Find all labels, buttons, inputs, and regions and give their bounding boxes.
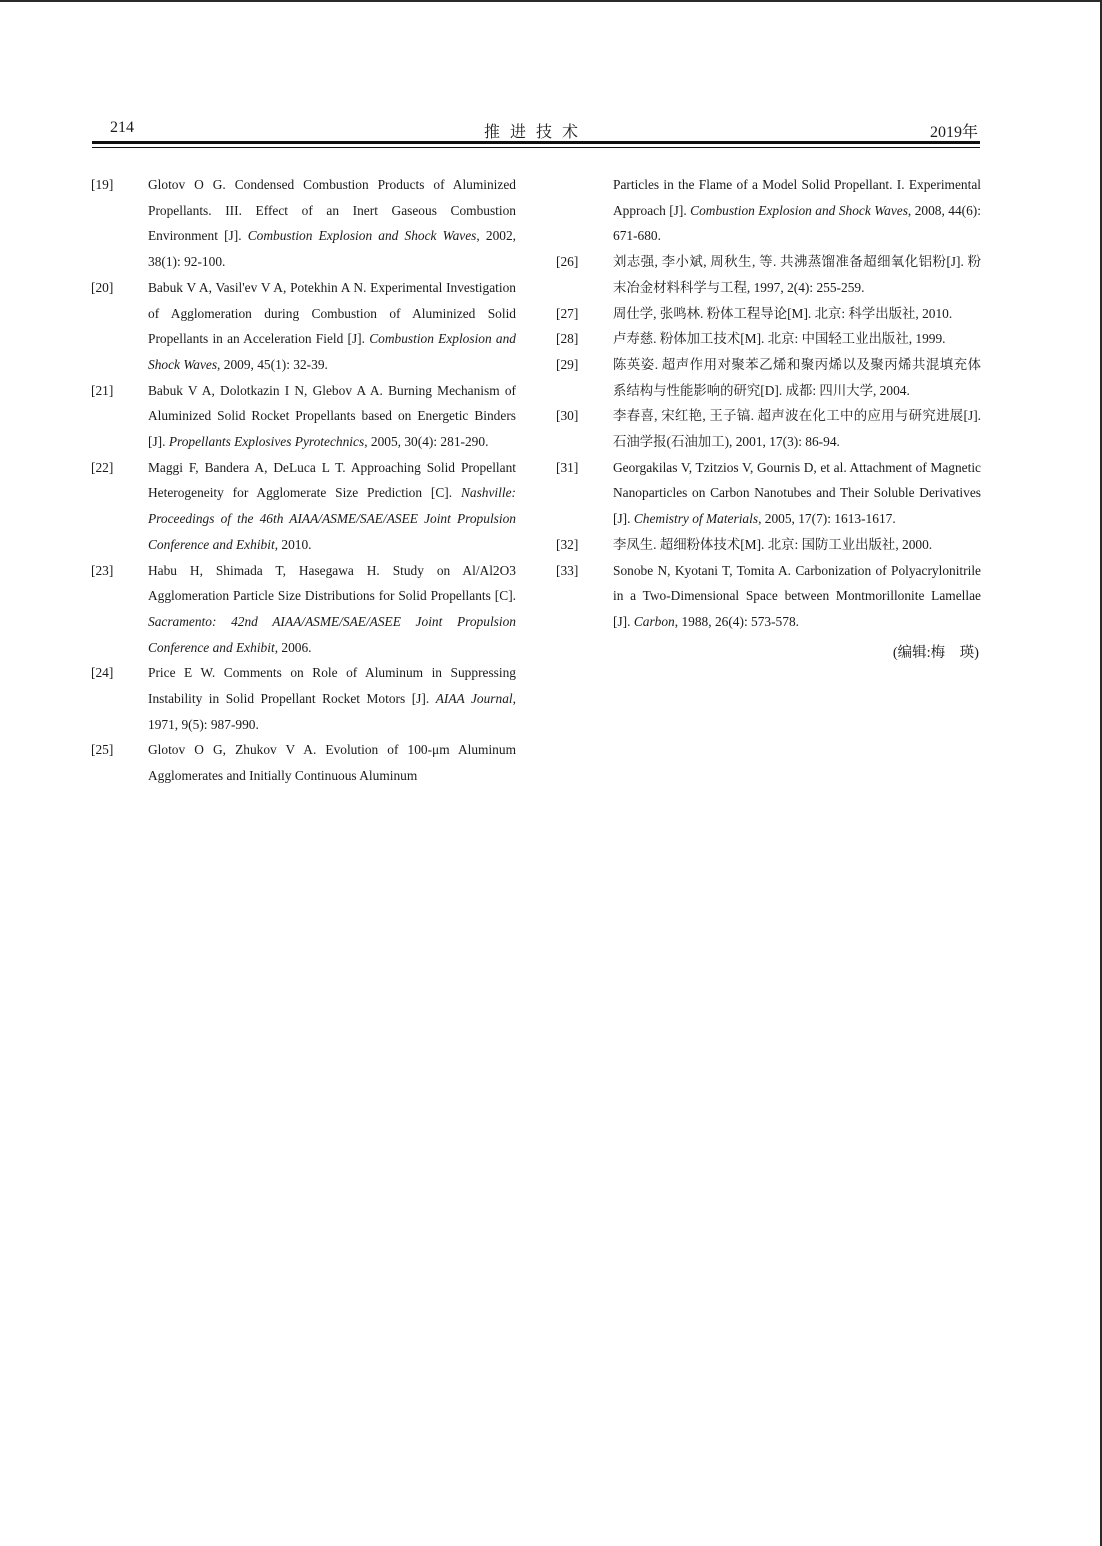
reference-item — [556, 558, 981, 635]
reference-text: 卢寿慈. 粉体加工技术[M]. 北京: 中国轻工业出版社, 1999. — [613, 331, 946, 347]
right-column — [556, 172, 981, 662]
reference-item — [91, 172, 516, 275]
header-rule-thin — [92, 147, 980, 148]
reference-number: [27] — [556, 305, 579, 321]
reference-number: [32] — [556, 536, 579, 552]
reference-text: 李春喜, 宋红艳, 王子镐. 超声波在化工中的应用与研究进展[J]. 石油学报(石油加工), 2001, 17(3): 86-94. — [613, 408, 981, 450]
reference-continuation: Particles in the Flame of a Model Solid Propellant. I. Experimental Approach [J]. Combustion Explosion and Shock Waves, 2008, 44(6): 671-680. — [613, 177, 981, 244]
reference-number: [31] — [556, 459, 579, 475]
reference-text: Babuk V A, Vasil'ev V A, Potekhin A N. Experimental Investigation of Agglomeration during Combustion of Aluminized Solid Propellants in an Acceleration Field [J]. Combustion Explosion and Shock Waves, 2009, 45(1): 32-39. — [148, 279, 516, 372]
reference-number: [25] — [91, 742, 114, 758]
reference-text: Glotov O G. Condensed Combustion Products of Aluminized Propellants. III. Effect of an Inert Gaseous Combustion Environment [J]. Combustion Explosion and Shock Waves, 2002, 38(1): 92-100. — [148, 177, 517, 270]
page-number: 214 — [110, 119, 134, 136]
reference-text: 李凤生. 超细粉体技术[M]. 北京: 国防工业出版社, 2000. — [613, 536, 933, 552]
reference-item — [556, 249, 981, 300]
reference-item — [556, 532, 981, 558]
editor-note: (编辑:梅 瑛) — [892, 644, 979, 661]
journal-title: 推进技术 — [483, 124, 588, 141]
reference-item — [91, 660, 516, 737]
reference-item — [91, 455, 516, 558]
reference-item — [556, 352, 981, 403]
reference-text: Georgakilas V, Tzitzios V, Gournis D, et al. Attachment of Magnetic Nanoparticles on Carbon Nanotubes and Their Soluble Derivatives [J]. Chemistry of Materials, 2005, 17(7): 1613-1617. — [613, 459, 981, 527]
reference-number: [28] — [556, 331, 579, 347]
reference-number: [33] — [556, 562, 579, 578]
reference-number: [19] — [91, 177, 114, 192]
reference-text: Babuk V A, Dolotkazin I N, Glebov A A. Burning Mechanism of Aluminized Solid Rocket Propellants based on Energetic Binders [J]. Propellants Explosives Pyrotechnics, 2005, 30(4): 281-290. — [148, 382, 516, 450]
reference-item — [556, 326, 981, 352]
page-header — [92, 115, 980, 143]
reference-text: Maggi F, Bandera A, DeLuca L T. Approaching Solid Propellant Heterogeneity for Agglomerate Size Prediction [C]. Nashville: Proceedings of the 46th AIAA/ASME/SAE/ASEE Joint Propulsion Conference and Exhibit, 2010. — [148, 459, 516, 552]
reference-text: 周仕学, 张鸣林. 粉体工程导论[M]. 北京: 科学出版社, 2010. — [613, 305, 953, 321]
reference-number: [29] — [556, 356, 579, 372]
reference-number: [23] — [91, 562, 114, 578]
reference-text: 刘志强, 李小斌, 周秋生, 等. 共沸蒸馏准备超细氧化铝粉[J]. 粉末冶金材料科学与工程, 1997, 2(4): 255-259. — [613, 254, 981, 295]
reference-item — [91, 378, 516, 455]
reference-number: [21] — [91, 382, 114, 398]
reference-item — [556, 455, 981, 532]
publication-year: 2019年 — [929, 124, 978, 141]
reference-text: Glotov O G, Zhukov V A. Evolution of 100-μm Aluminum Agglomerates and Initially Continuous Aluminum — [148, 742, 516, 784]
reference-item — [556, 403, 981, 454]
reference-number: [24] — [91, 665, 114, 681]
reference-item — [91, 737, 516, 788]
left-column — [91, 172, 516, 789]
reference-number: [26] — [556, 254, 579, 270]
reference-text: Sonobe N, Kyotani T, Tomita A. Carbonization of Polyacrylonitrile in a Two-Dimensional Space between Montmorillonite Lamellae [J]. Carbon, 1988, 26(4): 573-578. — [613, 562, 981, 629]
reference-number: [20] — [91, 279, 114, 295]
reference-text: 陈英姿. 超声作用对聚苯乙烯和聚丙烯以及聚丙烯共混填充体系结构与性能影响的研究[D]. 成都: 四川大学, 2004. — [613, 356, 981, 398]
reference-number: [30] — [556, 408, 579, 424]
reference-text: Habu H, Shimada T, Hasegawa H. Study on Al/Al2O3 Agglomeration Particle Size Distributions for Solid Propellants [C]. Sacramento: 42nd AIAA/ASME/SAE/ASEE Joint Propulsion Conference and Exhibit, 2006. — [148, 562, 516, 655]
reference-text: Price E W. Comments on Role of Aluminum in Suppressing Instability in Solid Propellant Rocket Motors [J]. AIAA Journal, 1971, 9(5): 987-990. — [148, 665, 516, 732]
reference-item — [91, 558, 516, 661]
reference-number: [22] — [91, 459, 114, 475]
reference-item — [91, 275, 516, 378]
page-top-border — [0, 0, 1102, 2]
header-rule-thick — [92, 141, 980, 144]
reference-item — [556, 301, 981, 327]
